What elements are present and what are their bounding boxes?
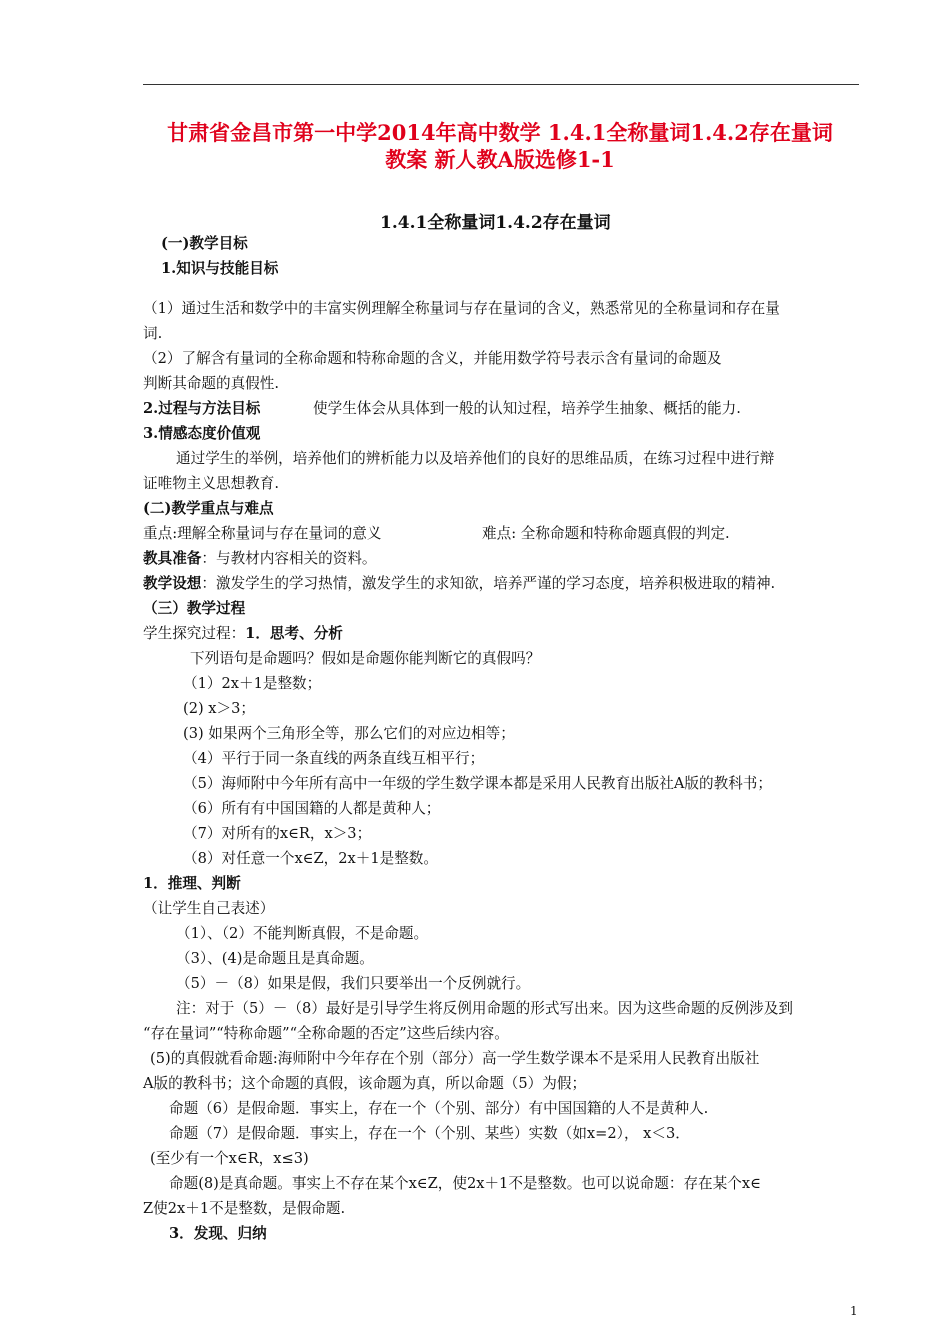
document-title-line1: 甘肃省金昌市第一中学2014年高中数学 1.4.1全称量词1.4.2存在量词 <box>167 120 833 145</box>
statement-item: （7）对所有的x∈R，x＞3； <box>183 825 372 842</box>
header-rule <box>143 84 859 85</box>
note-line1: 注：对于（5）－（8）最好是引导学生将反例用命题的形式写出来。因为这些命题的反例涉及到 <box>176 1000 793 1017</box>
statement-item: (3) 如果两个三角形全等，那么它们的对应边相等； <box>183 725 515 742</box>
proposition8-line1: 命题(8)是真命题。事实上不存在某个x∈Z，使2x＋1不是整数。也可以说命题：存在某个x∈ <box>169 1175 761 1192</box>
proposition5-line1: (5)的真假就看命题:海师附中今年存在个别（部分）高一学生数学课本不是采用人民教育出版社 <box>150 1050 760 1067</box>
heading-key-points: (二)教学重点与难点 <box>143 500 274 517</box>
heading-discover: 3．发现、归纳 <box>169 1225 267 1242</box>
proposition8-line2: Z使2x＋1不是整数，是假命题. <box>143 1200 346 1217</box>
proposition6-text: 命题（6）是假命题．事实上，存在一个（个别、部分）有中国国籍的人不是黄种人. <box>169 1100 709 1117</box>
emotion-text-line1: 通过学生的举例，培养他们的辨析能力以及培养他们的良好的思维品质，在练习过程中进行辩 <box>176 450 775 467</box>
judgement-item: （5）－（8）如果是假，我们只要举出一个反例就行。 <box>176 975 531 992</box>
heading-knowledge-goals: 1.知识与技能目标 <box>161 260 279 277</box>
note-line2: “存在量词”“特称命题”“全称命题的否定”这些后续内容。 <box>143 1025 509 1042</box>
question-text: 下列语句是命题吗？假如是命题你能判断它的真假吗？ <box>190 650 541 667</box>
proposition7-line2: (至少有一个x∈R，x≤3) <box>150 1150 309 1167</box>
key-point-text: 重点:理解全称量词与存在量词的意义 <box>143 525 382 542</box>
tools-label: 教具准备 <box>143 550 202 567</box>
design-text: ：激发学生的学习热情，激发学生的求知欲，培养严谨的学习态度，培养积极进取的精神. <box>201 575 776 592</box>
judgement-item: （3）、(4)是命题且是真命题。 <box>176 950 374 967</box>
explore-prefix: 学生探究过程： <box>143 625 246 642</box>
goal2-line2: 判断其命题的真假性. <box>143 375 279 392</box>
goal1-line1: （1）通过生活和数学中的丰富实例理解全称量词与存在量词的含义，熟悉常见的全称量词和存在量 <box>143 300 780 317</box>
proposition7-line1: 命题（7）是假命题．事实上，存在一个（个别、某些）实数（如x=2）， x＜3． <box>169 1125 690 1142</box>
document-title-line2: 教案 新人教A版选修1-1 <box>385 147 615 172</box>
emotion-goal-label: 3.情感态度价值观 <box>143 425 261 442</box>
explore-step: 1．思考、分析 <box>245 625 343 642</box>
difficulty-text: 难点: 全称命题和特称命题真假的判定. <box>482 525 730 542</box>
design-label: 教学设想 <box>143 575 202 592</box>
explore-line <box>143 624 343 644</box>
proposition5-line2: A版的教科书；这个命题的真假，该命题为真，所以命题（5）为假； <box>143 1075 587 1092</box>
statement-item: （6）所有有中国国籍的人都是黄种人； <box>183 800 441 817</box>
goal1-line2: 词. <box>143 325 163 342</box>
statement-item: (2) x＞3； <box>183 700 256 717</box>
judgement-item: （1）、（2）不能判断真假，不是命题。 <box>176 925 429 942</box>
emotion-text-line2: 证唯物主义思想教育. <box>143 475 279 492</box>
statement-item: （1）2x＋1是整数； <box>183 675 322 692</box>
statement-item: （5）海师附中今年所有高中一年级的学生数学课本都是采用人民教育出版社A版的教科书； <box>183 775 772 792</box>
tools-text: ：与教材内容相关的资料。 <box>201 550 377 567</box>
statement-item: （4）平行于同一条直线的两条直线互相平行； <box>183 750 485 767</box>
page-number: 1 <box>850 1304 858 1318</box>
process-goal-text: 使学生体会从具体到一般的认知过程，培养学生抽象、概括的能力. <box>313 400 741 417</box>
heading-inference: 1．推理、判断 <box>143 875 241 892</box>
process-goal-label: 2.过程与方法目标 <box>143 400 261 417</box>
heading-teaching-goals: (一)教学目标 <box>161 235 248 252</box>
design-line <box>143 574 775 594</box>
heading-teaching-process: （三）教学过程 <box>143 600 246 617</box>
section-subtitle: 1.4.1全称量词1.4.2存在量词 <box>380 213 611 233</box>
tools-line <box>143 549 377 569</box>
statement-item: （8）对任意一个x∈Z，2x＋1是整数。 <box>183 850 438 867</box>
inference-note: （让学生自己表述） <box>143 900 275 917</box>
goal2-line1: （2）了解含有量词的全称命题和特称命题的含义，并能用数学符号表示含有量词的命题及 <box>143 350 722 367</box>
